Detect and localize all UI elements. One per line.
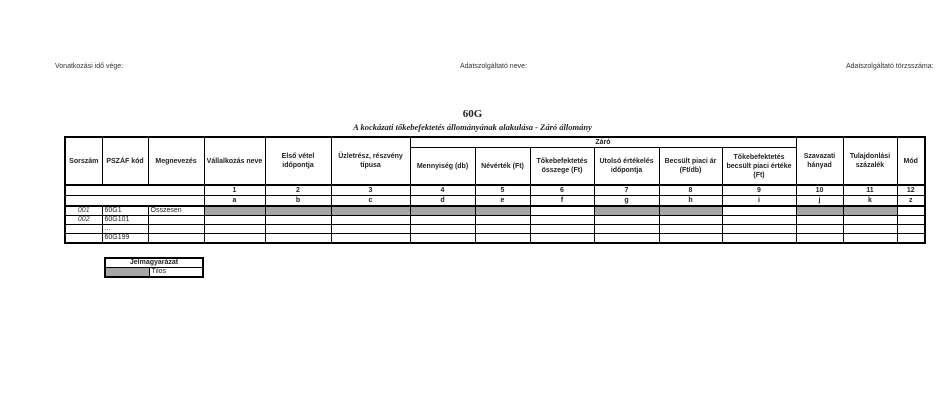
cell-forbidden: [204, 206, 265, 216]
cell-input[interactable]: [594, 234, 659, 244]
column-number: 1: [204, 185, 265, 196]
cell-input[interactable]: [475, 216, 530, 225]
column-letter: k: [843, 196, 897, 207]
column-letter: f: [530, 196, 594, 207]
cell-forbidden: [796, 206, 843, 216]
legend-forbidden-label: Tilos: [149, 268, 203, 278]
cell-input[interactable]: [897, 206, 925, 216]
column-letter: c: [331, 196, 410, 207]
header-mennyiseg: Mennyiség (db): [410, 148, 475, 186]
header-megnevezes: Megnevezés: [148, 137, 204, 185]
provider-id-label: Adatszolgáltató törzsszáma:: [846, 63, 934, 70]
row-sorszam: [65, 234, 102, 244]
cell-input[interactable]: [410, 225, 475, 234]
cell-input[interactable]: [530, 216, 594, 225]
column-letter: h: [659, 196, 722, 207]
header-becsult-piaci-ar: Becsült piaci ár (Ft/db): [659, 148, 722, 186]
column-number: 4: [410, 185, 475, 196]
cell-input[interactable]: [722, 206, 796, 216]
column-number: 7: [594, 185, 659, 196]
cell-input[interactable]: [796, 234, 843, 244]
cell-forbidden: [594, 206, 659, 216]
cell-input[interactable]: [331, 225, 410, 234]
table-row: [65, 216, 925, 225]
header-vallalkozas-neve: Vállalkozás neve: [204, 137, 265, 185]
cell-input[interactable]: [331, 234, 410, 244]
row-pszaf-kod: 60G1: [102, 206, 148, 216]
header-szavazati-hanyad: Szavazati hányad: [796, 137, 843, 185]
column-letter: a: [204, 196, 265, 207]
column-letter: z: [897, 196, 925, 207]
header-tokebefektetes-becsult-erteke: Tőkebefektetés becsült piaci értéke (Ft): [722, 148, 796, 186]
cell-forbidden: [659, 206, 722, 216]
cell-input[interactable]: [530, 206, 594, 216]
cell-input[interactable]: [410, 234, 475, 244]
cell-input[interactable]: [594, 216, 659, 225]
table-row: [65, 234, 925, 244]
cell-input[interactable]: [659, 216, 722, 225]
cell-forbidden: [475, 206, 530, 216]
cell-input[interactable]: [475, 234, 530, 244]
row-sorszam: 001: [65, 206, 102, 216]
column-number: 12: [897, 185, 925, 196]
cell-forbidden: [843, 206, 897, 216]
column-letter: j: [796, 196, 843, 207]
cell-input[interactable]: [796, 225, 843, 234]
cell-input[interactable]: [722, 234, 796, 244]
cell-input[interactable]: [204, 225, 265, 234]
header-tokebefektetes-osszege: Tőkebefektetés összege (Ft): [530, 148, 594, 186]
cell-input[interactable]: [659, 234, 722, 244]
row-megnevezes: [148, 216, 204, 225]
row-sorszam: [65, 225, 102, 234]
cell-input[interactable]: [475, 225, 530, 234]
cell-input[interactable]: [843, 216, 897, 225]
header-tulajdonlasi-szazalek: Tulajdonlási százalék: [843, 137, 897, 185]
cell-input[interactable]: [722, 216, 796, 225]
cell-input[interactable]: [265, 216, 331, 225]
header-nevertek: Névérték (Ft): [475, 148, 530, 186]
column-number: 9: [722, 185, 796, 196]
header-sorszam: Sorszám: [65, 137, 102, 185]
cell-input[interactable]: [659, 225, 722, 234]
legend-title: Jelmagyarázat: [105, 258, 203, 268]
header-number-spacer: [65, 185, 204, 196]
cell-input[interactable]: [265, 225, 331, 234]
form-code-title: 60G: [462, 108, 483, 120]
header-uzletresz-tipusa: Üzletrész, részvény típusa: [331, 137, 410, 185]
cell-input[interactable]: [897, 234, 925, 244]
legend-forbidden-swatch: [105, 268, 149, 278]
column-number: 5: [475, 185, 530, 196]
period-end-label: Vonatkozási idő vége:: [55, 63, 124, 70]
row-pszaf-kod: 60G101: [102, 216, 148, 225]
table-row: [65, 206, 925, 216]
column-number: 2: [265, 185, 331, 196]
report-table: [64, 136, 926, 244]
header-group-zaro: Záró: [410, 137, 796, 148]
header-elso-vetel: Első vétel időpontja: [265, 137, 331, 185]
cell-input[interactable]: [897, 216, 925, 225]
header-pszaf-kod: PSZÁF kód: [102, 137, 148, 185]
column-letter: d: [410, 196, 475, 207]
row-sorszam: 002: [65, 216, 102, 225]
row-megnevezes: [148, 225, 204, 234]
cell-input[interactable]: [843, 225, 897, 234]
cell-input[interactable]: [530, 225, 594, 234]
cell-input[interactable]: [410, 216, 475, 225]
cell-input[interactable]: [204, 216, 265, 225]
provider-name-label: Adatszolgáltató neve:: [460, 63, 527, 70]
column-number: 10: [796, 185, 843, 196]
cell-input[interactable]: [594, 225, 659, 234]
cell-forbidden: [331, 206, 410, 216]
column-letter: i: [722, 196, 796, 207]
legend-table: [104, 257, 204, 278]
column-number: 11: [843, 185, 897, 196]
cell-input[interactable]: [722, 225, 796, 234]
cell-input[interactable]: [843, 234, 897, 244]
row-pszaf-kod: ...: [102, 225, 148, 234]
column-letter: e: [475, 196, 530, 207]
header-mod: Mód: [897, 137, 925, 185]
table-row: [65, 225, 925, 234]
cell-input[interactable]: [530, 234, 594, 244]
form-subtitle: A kockázati tőkebefektetés állományának alakulása - Záró állomány: [353, 122, 592, 132]
cell-input[interactable]: [897, 225, 925, 234]
header-utolso-ertekeles: Utolsó értékelés időpontja: [594, 148, 659, 186]
header-letter-spacer: [65, 196, 204, 207]
column-letter: b: [265, 196, 331, 207]
cell-input[interactable]: [204, 234, 265, 244]
column-number: 8: [659, 185, 722, 196]
cell-forbidden: [265, 206, 331, 216]
cell-forbidden: [410, 206, 475, 216]
row-pszaf-kod: 60G199: [102, 234, 148, 244]
column-letter: g: [594, 196, 659, 207]
row-megnevezes: Összesen: [148, 206, 204, 216]
column-number: 3: [331, 185, 410, 196]
column-number: 6: [530, 185, 594, 196]
cell-input[interactable]: [796, 216, 843, 225]
row-megnevezes: [148, 234, 204, 244]
cell-input[interactable]: [331, 216, 410, 225]
cell-input[interactable]: [265, 234, 331, 244]
